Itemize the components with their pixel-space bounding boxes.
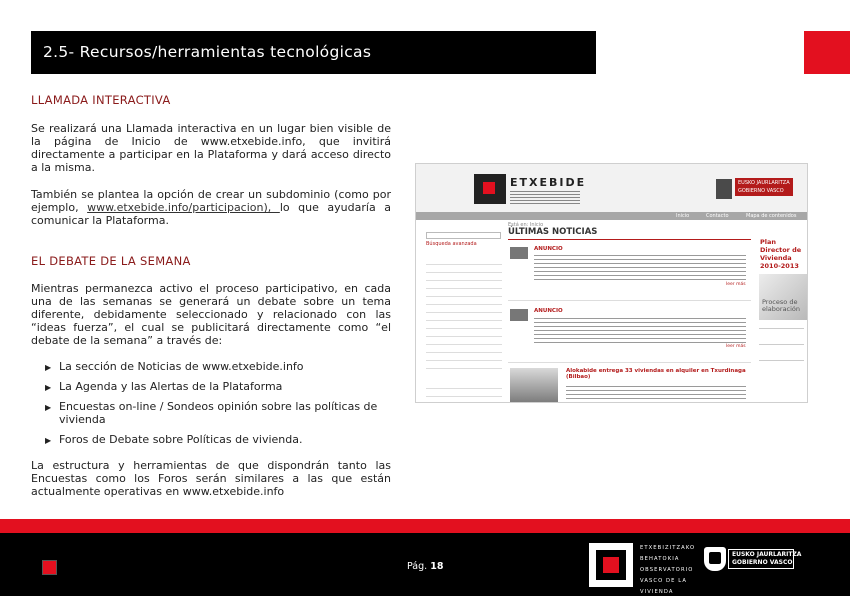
nav-item-contacto: Contacto [706, 213, 729, 219]
etxebide-website-screenshot [415, 163, 808, 403]
news-heading: ANUNCIO [534, 246, 563, 252]
gobierno-vasco-emblem-icon [704, 547, 726, 571]
paragraph-llamada-2 [31, 188, 391, 227]
arrow-bullet-icon: ▶ [45, 403, 52, 412]
observatorio-line: VASCO DE LA [640, 578, 687, 584]
observatorio-line: OBSERVATORIO [640, 567, 694, 573]
right-divider [759, 360, 804, 361]
left-menu-item [426, 282, 502, 289]
paragraph-debate-2: La estructura y herramientas de que dispondrán tanto las Encuestas como los Foros serán similares a las que están actualmente operativas en www.etxebide.info [31, 459, 391, 498]
news-thumbnail [510, 368, 558, 402]
paragraph-llamada-2-text-end: lo que ayudaría a comunicar la Plataforma. [31, 201, 391, 227]
arrow-bullet-icon: ▶ [45, 383, 52, 392]
news-date-box [510, 247, 528, 259]
page-title: 2.5- Recursos/herramientas tecnológicas [31, 31, 596, 74]
nav-item-inicio: Inicio [676, 213, 690, 219]
page-number-value: 18 [430, 561, 444, 572]
page-number-label: Pág. [407, 561, 428, 572]
left-menu-item [426, 306, 502, 313]
list-item-text: Encuestas on-line / Sondeos opinión sobre las políticas de vivienda [59, 400, 378, 426]
gobierno-vasco-line1: EUSKO JAURLARITZA [732, 551, 802, 558]
nav-item-mapa: Mapa de contenidos [746, 213, 797, 219]
news-separator [508, 362, 751, 363]
etxebide-logo [474, 174, 506, 204]
right-divider [759, 344, 804, 345]
observatorio-logo-text [640, 543, 696, 598]
page-number [407, 561, 443, 572]
list-item [45, 380, 391, 393]
site-brand-subtitle [510, 191, 580, 205]
list-item [45, 433, 391, 446]
plan-director-title: Plan Director de Vivienda 2010-2013 [760, 238, 802, 270]
news-section-title: ÚLTIMAS NOTICIAS [508, 227, 598, 237]
list-item [45, 400, 391, 426]
news-body-text [534, 318, 746, 344]
left-menu-item [426, 330, 502, 337]
read-more-link: leer más [726, 282, 746, 287]
participacion-link[interactable]: www.etxebide.info/participacion), [87, 201, 280, 214]
footer-red-square [42, 560, 57, 575]
left-menu-item [426, 362, 502, 369]
left-menu-item [426, 338, 502, 345]
plan-director-image [759, 274, 807, 320]
list-item-text: La Agenda y las Alertas de la Plataforma [59, 380, 283, 393]
footer-red-strip [0, 519, 850, 533]
news-date-box [510, 309, 528, 321]
left-menu-item [426, 290, 502, 297]
left-menu-item [426, 382, 502, 389]
news-heading: Alokabide entrega 33 viviendas en alquiler en Txurdinaga (Bilbao) [566, 368, 746, 380]
list-item-text: La sección de Noticias de www.etxebide.info [59, 360, 304, 373]
paragraph-llamada-1: Se realizará una Llamada interactiva en un lugar bien visible de la página de Inicio de www.etxebide.info, que invitirá directamente a participar en la Plataforma y dará acceso directo a la misma. [31, 122, 391, 174]
section-title-debate: EL DEBATE DE LA SEMANA [31, 254, 191, 268]
left-menu-item [426, 266, 502, 273]
left-menu-item [426, 274, 502, 281]
news-separator [508, 300, 751, 301]
observatorio-logo [589, 543, 633, 587]
news-heading: ANUNCIO [534, 308, 563, 314]
gobierno-vasco-line2: GOBIERNO VASCO [732, 559, 793, 566]
gobierno-vasco-emblem [716, 179, 732, 199]
left-menu-item [426, 346, 502, 353]
site-breadcrumb: Está en: Inicio [508, 222, 544, 228]
advanced-search-link: Búsqueda avanzada [426, 241, 477, 247]
plan-director-label: Proceso de elaboración [762, 298, 801, 313]
left-menu-item [426, 390, 502, 397]
debate-bullet-list [45, 360, 391, 453]
paragraph-llamada-2-text: También se plantea la opción de crear un subdominio (como por ejemplo, [31, 188, 391, 214]
arrow-bullet-icon: ▶ [45, 436, 52, 445]
gobierno-vasco-logo [728, 549, 802, 569]
news-divider [508, 239, 751, 240]
observatorio-line: BEHATOKIA [640, 556, 680, 562]
observatorio-line: VIVIENDA [640, 589, 674, 595]
arrow-bullet-icon: ▶ [45, 363, 52, 372]
news-body-text [566, 386, 746, 402]
site-search-box [426, 232, 501, 239]
left-menu-item [426, 322, 502, 329]
left-menu-item [426, 298, 502, 305]
right-divider [759, 328, 804, 329]
red-accent-square [804, 31, 850, 74]
section-title-llamada: LLAMADA INTERACTIVA [31, 93, 171, 107]
site-brand: ETXEBIDE [510, 176, 587, 189]
list-item [45, 360, 391, 373]
news-body-text [534, 255, 746, 281]
paragraph-debate-1: Mientras permanezca activo el proceso participativo, en cada una de las semanas se generará un debate sobre un tema diferente, debidamente seleccionado y relacionado con las “ideas fuerza”, el cual se publicitará directamente como “el debate de la semana” a través de: [31, 282, 391, 347]
left-menu-item [426, 314, 502, 321]
list-item-text: Foros de Debate sobre Políticas de vivienda. [59, 433, 303, 446]
observatorio-line: ETXEBIZITZAKO [640, 545, 696, 551]
read-more-link: leer más [726, 344, 746, 349]
left-menu-item [426, 354, 502, 361]
gobierno-vasco-badge: EUSKO JAURLARITZA GOBIERNO VASCO [735, 178, 793, 196]
left-menu-item [426, 258, 502, 265]
